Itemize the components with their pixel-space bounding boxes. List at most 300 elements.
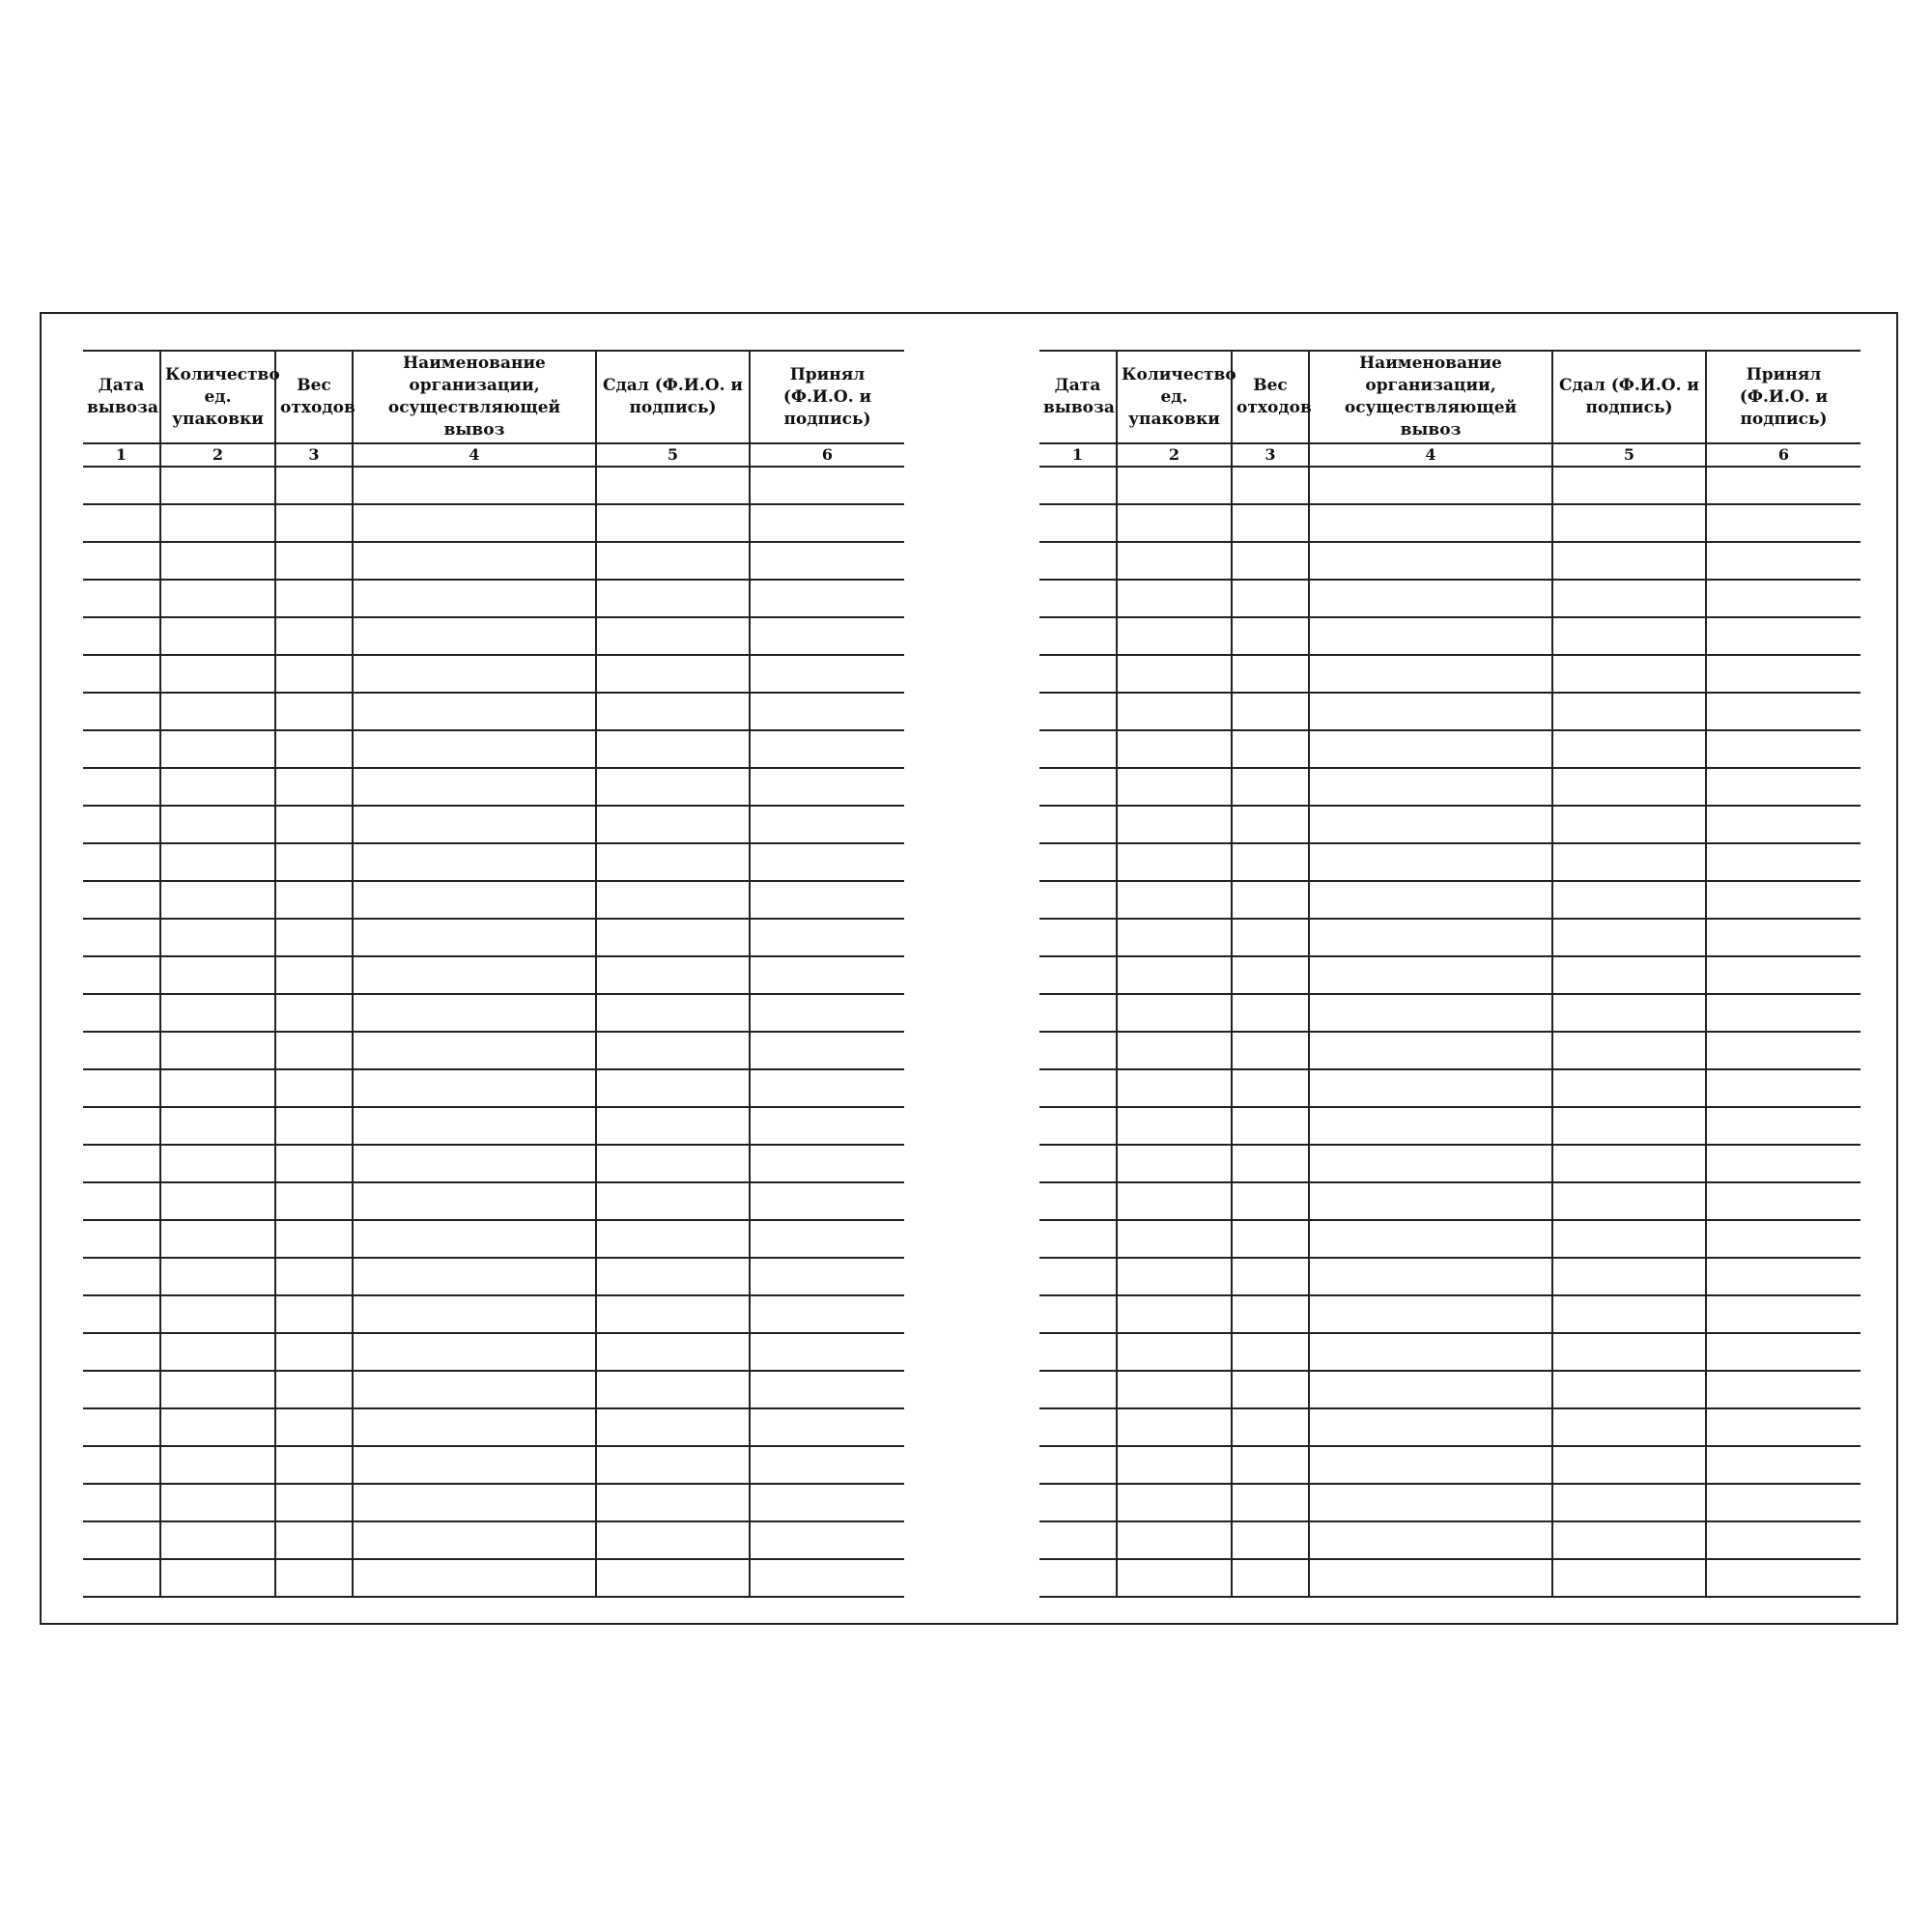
blank-entry-cell[interactable] (1117, 1446, 1232, 1484)
blank-entry-cell[interactable] (1232, 1069, 1309, 1107)
blank-entry-cell[interactable] (275, 1182, 353, 1220)
blank-entry-cell[interactable] (1706, 768, 1861, 806)
blank-entry-cell[interactable] (1706, 655, 1861, 693)
blank-entry-cell[interactable] (275, 1408, 353, 1446)
blank-entry-cell[interactable] (1706, 1182, 1861, 1220)
blank-entry-cell[interactable] (83, 504, 160, 542)
blank-entry-cell[interactable] (160, 655, 275, 693)
blank-entry-cell[interactable] (596, 956, 750, 994)
blank-entry-cell[interactable] (1309, 1107, 1552, 1145)
blank-entry-cell[interactable] (1552, 1182, 1706, 1220)
blank-entry-cell[interactable] (596, 881, 750, 919)
blank-entry-cell[interactable] (160, 1107, 275, 1145)
blank-entry-cell[interactable] (596, 1107, 750, 1145)
blank-entry-cell[interactable] (353, 1333, 596, 1371)
blank-entry-cell[interactable] (353, 994, 596, 1032)
blank-entry-cell[interactable] (596, 542, 750, 580)
blank-entry-cell[interactable] (160, 1258, 275, 1295)
blank-entry-cell[interactable] (596, 1371, 750, 1408)
blank-entry-cell[interactable] (1232, 1258, 1309, 1295)
blank-entry-cell[interactable] (1039, 919, 1117, 956)
blank-entry-cell[interactable] (1552, 1371, 1706, 1408)
blank-entry-cell[interactable] (83, 956, 160, 994)
blank-entry-cell[interactable] (1039, 1258, 1117, 1295)
blank-entry-cell[interactable] (750, 730, 904, 768)
blank-entry-cell[interactable] (353, 467, 596, 504)
blank-entry-cell[interactable] (83, 1069, 160, 1107)
blank-entry-cell[interactable] (275, 1145, 353, 1182)
blank-entry-cell[interactable] (1232, 730, 1309, 768)
blank-entry-cell[interactable] (83, 542, 160, 580)
blank-entry-cell[interactable] (160, 1408, 275, 1446)
blank-entry-cell[interactable] (1309, 1145, 1552, 1182)
blank-entry-cell[interactable] (1117, 1220, 1232, 1258)
blank-entry-cell[interactable] (353, 806, 596, 843)
blank-entry-cell[interactable] (1117, 617, 1232, 655)
blank-entry-cell[interactable] (596, 1446, 750, 1484)
blank-entry-cell[interactable] (353, 1295, 596, 1333)
blank-entry-cell[interactable] (1232, 467, 1309, 504)
blank-entry-cell[interactable] (1552, 1408, 1706, 1446)
blank-entry-cell[interactable] (1117, 1145, 1232, 1182)
blank-entry-cell[interactable] (1117, 730, 1232, 768)
blank-entry-cell[interactable] (1117, 467, 1232, 504)
blank-entry-cell[interactable] (353, 768, 596, 806)
blank-entry-cell[interactable] (160, 1559, 275, 1597)
blank-entry-cell[interactable] (160, 768, 275, 806)
blank-entry-cell[interactable] (750, 504, 904, 542)
blank-entry-cell[interactable] (1309, 1182, 1552, 1220)
blank-entry-cell[interactable] (596, 768, 750, 806)
blank-entry-cell[interactable] (1039, 1220, 1117, 1258)
blank-entry-cell[interactable] (1706, 1258, 1861, 1295)
blank-entry-cell[interactable] (596, 1521, 750, 1559)
blank-entry-cell[interactable] (596, 1559, 750, 1597)
blank-entry-cell[interactable] (275, 1295, 353, 1333)
blank-entry-cell[interactable] (83, 1220, 160, 1258)
blank-entry-cell[interactable] (1552, 1107, 1706, 1145)
blank-entry-cell[interactable] (83, 919, 160, 956)
blank-entry-cell[interactable] (1232, 919, 1309, 956)
blank-entry-cell[interactable] (1039, 1182, 1117, 1220)
blank-entry-cell[interactable] (160, 1145, 275, 1182)
blank-entry-cell[interactable] (83, 1258, 160, 1295)
blank-entry-cell[interactable] (353, 1559, 596, 1597)
blank-entry-cell[interactable] (1232, 1484, 1309, 1521)
blank-entry-cell[interactable] (1232, 956, 1309, 994)
blank-entry-cell[interactable] (275, 467, 353, 504)
blank-entry-cell[interactable] (1309, 730, 1552, 768)
blank-entry-cell[interactable] (1706, 994, 1861, 1032)
blank-entry-cell[interactable] (1552, 542, 1706, 580)
blank-entry-cell[interactable] (275, 1559, 353, 1597)
blank-entry-cell[interactable] (1232, 1371, 1309, 1408)
blank-entry-cell[interactable] (1232, 580, 1309, 617)
blank-entry-cell[interactable] (1309, 504, 1552, 542)
blank-entry-cell[interactable] (275, 768, 353, 806)
blank-entry-cell[interactable] (275, 1521, 353, 1559)
blank-entry-cell[interactable] (1039, 730, 1117, 768)
blank-entry-cell[interactable] (1309, 1446, 1552, 1484)
blank-entry-cell[interactable] (596, 655, 750, 693)
blank-entry-cell[interactable] (750, 1145, 904, 1182)
blank-entry-cell[interactable] (275, 580, 353, 617)
blank-entry-cell[interactable] (596, 843, 750, 881)
blank-entry-cell[interactable] (1117, 542, 1232, 580)
blank-entry-cell[interactable] (160, 843, 275, 881)
blank-entry-cell[interactable] (83, 730, 160, 768)
blank-entry-cell[interactable] (160, 1220, 275, 1258)
blank-entry-cell[interactable] (750, 843, 904, 881)
blank-entry-cell[interactable] (1117, 1032, 1232, 1069)
blank-entry-cell[interactable] (83, 1446, 160, 1484)
blank-entry-cell[interactable] (1039, 1521, 1117, 1559)
blank-entry-cell[interactable] (750, 1559, 904, 1597)
blank-entry-cell[interactable] (275, 994, 353, 1032)
blank-entry-cell[interactable] (353, 617, 596, 655)
blank-entry-cell[interactable] (1117, 1107, 1232, 1145)
blank-entry-cell[interactable] (1039, 655, 1117, 693)
blank-entry-cell[interactable] (1552, 1032, 1706, 1069)
blank-entry-cell[interactable] (1706, 1069, 1861, 1107)
blank-entry-cell[interactable] (750, 1446, 904, 1484)
blank-entry-cell[interactable] (1039, 1408, 1117, 1446)
blank-entry-cell[interactable] (353, 1258, 596, 1295)
blank-entry-cell[interactable] (1706, 1371, 1861, 1408)
blank-entry-cell[interactable] (1232, 1521, 1309, 1559)
blank-entry-cell[interactable] (1117, 1333, 1232, 1371)
blank-entry-cell[interactable] (1039, 881, 1117, 919)
blank-entry-cell[interactable] (1039, 1107, 1117, 1145)
blank-entry-cell[interactable] (1552, 655, 1706, 693)
blank-entry-cell[interactable] (353, 1484, 596, 1521)
blank-entry-cell[interactable] (160, 504, 275, 542)
blank-entry-cell[interactable] (1232, 843, 1309, 881)
blank-entry-cell[interactable] (353, 956, 596, 994)
blank-entry-cell[interactable] (1117, 1559, 1232, 1597)
blank-entry-cell[interactable] (1039, 806, 1117, 843)
blank-entry-cell[interactable] (1232, 1032, 1309, 1069)
blank-entry-cell[interactable] (275, 1032, 353, 1069)
blank-entry-cell[interactable] (1117, 881, 1232, 919)
blank-entry-cell[interactable] (1309, 956, 1552, 994)
blank-entry-cell[interactable] (160, 1333, 275, 1371)
blank-entry-cell[interactable] (750, 467, 904, 504)
blank-entry-cell[interactable] (1552, 956, 1706, 994)
blank-entry-cell[interactable] (1552, 919, 1706, 956)
blank-entry-cell[interactable] (1552, 467, 1706, 504)
blank-entry-cell[interactable] (1552, 1484, 1706, 1521)
blank-entry-cell[interactable] (1309, 1069, 1552, 1107)
blank-entry-cell[interactable] (353, 1371, 596, 1408)
blank-entry-cell[interactable] (1309, 1521, 1552, 1559)
blank-entry-cell[interactable] (1117, 1069, 1232, 1107)
blank-entry-cell[interactable] (1039, 768, 1117, 806)
blank-entry-cell[interactable] (160, 994, 275, 1032)
blank-entry-cell[interactable] (83, 580, 160, 617)
blank-entry-cell[interactable] (1552, 1220, 1706, 1258)
blank-entry-cell[interactable] (1706, 843, 1861, 881)
blank-entry-cell[interactable] (596, 617, 750, 655)
blank-entry-cell[interactable] (83, 1408, 160, 1446)
blank-entry-cell[interactable] (160, 1371, 275, 1408)
blank-entry-cell[interactable] (750, 1295, 904, 1333)
blank-entry-cell[interactable] (1706, 1220, 1861, 1258)
blank-entry-cell[interactable] (1552, 1295, 1706, 1333)
blank-entry-cell[interactable] (1552, 768, 1706, 806)
blank-entry-cell[interactable] (1309, 994, 1552, 1032)
blank-entry-cell[interactable] (1309, 1484, 1552, 1521)
blank-entry-cell[interactable] (160, 1032, 275, 1069)
blank-entry-cell[interactable] (1117, 1484, 1232, 1521)
blank-entry-cell[interactable] (1706, 1446, 1861, 1484)
blank-entry-cell[interactable] (1232, 1145, 1309, 1182)
blank-entry-cell[interactable] (160, 956, 275, 994)
blank-entry-cell[interactable] (1232, 881, 1309, 919)
blank-entry-cell[interactable] (1039, 1484, 1117, 1521)
blank-entry-cell[interactable] (750, 994, 904, 1032)
blank-entry-cell[interactable] (275, 655, 353, 693)
blank-entry-cell[interactable] (160, 1484, 275, 1521)
blank-entry-cell[interactable] (160, 542, 275, 580)
blank-entry-cell[interactable] (1039, 580, 1117, 617)
blank-entry-cell[interactable] (1706, 1333, 1861, 1371)
blank-entry-cell[interactable] (1706, 1032, 1861, 1069)
blank-entry-cell[interactable] (353, 1145, 596, 1182)
blank-entry-cell[interactable] (1309, 1032, 1552, 1069)
blank-entry-cell[interactable] (1706, 693, 1861, 730)
blank-entry-cell[interactable] (596, 919, 750, 956)
blank-entry-cell[interactable] (1552, 580, 1706, 617)
blank-entry-cell[interactable] (1552, 1521, 1706, 1559)
blank-entry-cell[interactable] (596, 730, 750, 768)
blank-entry-cell[interactable] (750, 1521, 904, 1559)
blank-entry-cell[interactable] (1552, 806, 1706, 843)
blank-entry-cell[interactable] (353, 1069, 596, 1107)
blank-entry-cell[interactable] (1552, 1145, 1706, 1182)
blank-entry-cell[interactable] (750, 1371, 904, 1408)
blank-entry-cell[interactable] (1232, 1446, 1309, 1484)
blank-entry-cell[interactable] (83, 1371, 160, 1408)
blank-entry-cell[interactable] (275, 504, 353, 542)
blank-entry-cell[interactable] (1117, 1521, 1232, 1559)
blank-entry-cell[interactable] (1706, 919, 1861, 956)
blank-entry-cell[interactable] (1706, 504, 1861, 542)
blank-entry-cell[interactable] (275, 1258, 353, 1295)
blank-entry-cell[interactable] (160, 881, 275, 919)
blank-entry-cell[interactable] (596, 467, 750, 504)
blank-entry-cell[interactable] (83, 655, 160, 693)
blank-entry-cell[interactable] (750, 542, 904, 580)
blank-entry-cell[interactable] (1309, 693, 1552, 730)
blank-entry-cell[interactable] (1039, 467, 1117, 504)
blank-entry-cell[interactable] (160, 617, 275, 655)
blank-entry-cell[interactable] (83, 1107, 160, 1145)
blank-entry-cell[interactable] (83, 1521, 160, 1559)
blank-entry-cell[interactable] (353, 580, 596, 617)
blank-entry-cell[interactable] (1309, 806, 1552, 843)
blank-entry-cell[interactable] (750, 956, 904, 994)
blank-entry-cell[interactable] (596, 1484, 750, 1521)
blank-entry-cell[interactable] (1117, 994, 1232, 1032)
blank-entry-cell[interactable] (1309, 617, 1552, 655)
blank-entry-cell[interactable] (83, 1182, 160, 1220)
blank-entry-cell[interactable] (1039, 1295, 1117, 1333)
blank-entry-cell[interactable] (1117, 768, 1232, 806)
blank-entry-cell[interactable] (596, 1182, 750, 1220)
blank-entry-cell[interactable] (353, 693, 596, 730)
blank-entry-cell[interactable] (1039, 1559, 1117, 1597)
blank-entry-cell[interactable] (83, 1559, 160, 1597)
blank-entry-cell[interactable] (353, 1521, 596, 1559)
blank-entry-cell[interactable] (1706, 806, 1861, 843)
blank-entry-cell[interactable] (750, 693, 904, 730)
blank-entry-cell[interactable] (750, 1182, 904, 1220)
blank-entry-cell[interactable] (1309, 1220, 1552, 1258)
blank-entry-cell[interactable] (1309, 843, 1552, 881)
blank-entry-cell[interactable] (596, 1032, 750, 1069)
blank-entry-cell[interactable] (1309, 1371, 1552, 1408)
blank-entry-cell[interactable] (1552, 1446, 1706, 1484)
blank-entry-cell[interactable] (353, 1182, 596, 1220)
blank-entry-cell[interactable] (1232, 1295, 1309, 1333)
blank-entry-cell[interactable] (1309, 655, 1552, 693)
blank-entry-cell[interactable] (596, 693, 750, 730)
blank-entry-cell[interactable] (160, 580, 275, 617)
blank-entry-cell[interactable] (1706, 1295, 1861, 1333)
blank-entry-cell[interactable] (1552, 1333, 1706, 1371)
blank-entry-cell[interactable] (160, 1069, 275, 1107)
blank-entry-cell[interactable] (750, 617, 904, 655)
blank-entry-cell[interactable] (1706, 956, 1861, 994)
blank-entry-cell[interactable] (1552, 843, 1706, 881)
blank-entry-cell[interactable] (1117, 580, 1232, 617)
blank-entry-cell[interactable] (596, 1069, 750, 1107)
blank-entry-cell[interactable] (83, 994, 160, 1032)
blank-entry-cell[interactable] (1039, 693, 1117, 730)
blank-entry-cell[interactable] (1309, 1559, 1552, 1597)
blank-entry-cell[interactable] (1309, 881, 1552, 919)
blank-entry-cell[interactable] (596, 1145, 750, 1182)
blank-entry-cell[interactable] (1552, 994, 1706, 1032)
blank-entry-cell[interactable] (353, 919, 596, 956)
blank-entry-cell[interactable] (353, 504, 596, 542)
blank-entry-cell[interactable] (1117, 919, 1232, 956)
blank-entry-cell[interactable] (1309, 1258, 1552, 1295)
blank-entry-cell[interactable] (1232, 617, 1309, 655)
blank-entry-cell[interactable] (83, 693, 160, 730)
blank-entry-cell[interactable] (1117, 693, 1232, 730)
blank-entry-cell[interactable] (1552, 1258, 1706, 1295)
blank-entry-cell[interactable] (353, 843, 596, 881)
blank-entry-cell[interactable] (83, 1032, 160, 1069)
blank-entry-cell[interactable] (1039, 843, 1117, 881)
blank-entry-cell[interactable] (750, 1069, 904, 1107)
blank-entry-cell[interactable] (1117, 1408, 1232, 1446)
blank-entry-cell[interactable] (1232, 994, 1309, 1032)
blank-entry-cell[interactable] (1232, 1333, 1309, 1371)
blank-entry-cell[interactable] (1706, 1107, 1861, 1145)
blank-entry-cell[interactable] (1117, 1182, 1232, 1220)
blank-entry-cell[interactable] (750, 768, 904, 806)
blank-entry-cell[interactable] (1309, 580, 1552, 617)
blank-entry-cell[interactable] (1309, 768, 1552, 806)
blank-entry-cell[interactable] (1706, 542, 1861, 580)
blank-entry-cell[interactable] (1706, 1145, 1861, 1182)
blank-entry-cell[interactable] (1039, 994, 1117, 1032)
blank-entry-cell[interactable] (160, 1446, 275, 1484)
blank-entry-cell[interactable] (275, 1484, 353, 1521)
blank-entry-cell[interactable] (750, 1333, 904, 1371)
blank-entry-cell[interactable] (1232, 542, 1309, 580)
blank-entry-cell[interactable] (275, 730, 353, 768)
blank-entry-cell[interactable] (1552, 617, 1706, 655)
blank-entry-cell[interactable] (1117, 504, 1232, 542)
blank-entry-cell[interactable] (750, 881, 904, 919)
blank-entry-cell[interactable] (750, 1107, 904, 1145)
blank-entry-cell[interactable] (1232, 1107, 1309, 1145)
blank-entry-cell[interactable] (1232, 504, 1309, 542)
blank-entry-cell[interactable] (275, 1446, 353, 1484)
blank-entry-cell[interactable] (1232, 1559, 1309, 1597)
blank-entry-cell[interactable] (83, 467, 160, 504)
blank-entry-cell[interactable] (1552, 693, 1706, 730)
blank-entry-cell[interactable] (596, 1220, 750, 1258)
blank-entry-cell[interactable] (1117, 1295, 1232, 1333)
blank-entry-cell[interactable] (275, 1220, 353, 1258)
blank-entry-cell[interactable] (1232, 655, 1309, 693)
blank-entry-cell[interactable] (1117, 1258, 1232, 1295)
blank-entry-cell[interactable] (750, 1220, 904, 1258)
blank-entry-cell[interactable] (1039, 1069, 1117, 1107)
blank-entry-cell[interactable] (1552, 1559, 1706, 1597)
blank-entry-cell[interactable] (160, 1295, 275, 1333)
blank-entry-cell[interactable] (275, 843, 353, 881)
blank-entry-cell[interactable] (596, 1408, 750, 1446)
blank-entry-cell[interactable] (750, 1484, 904, 1521)
blank-entry-cell[interactable] (750, 806, 904, 843)
blank-entry-cell[interactable] (1232, 693, 1309, 730)
blank-entry-cell[interactable] (83, 806, 160, 843)
blank-entry-cell[interactable] (83, 768, 160, 806)
blank-entry-cell[interactable] (353, 1032, 596, 1069)
blank-entry-cell[interactable] (353, 730, 596, 768)
blank-entry-cell[interactable] (1039, 1145, 1117, 1182)
blank-entry-cell[interactable] (160, 467, 275, 504)
blank-entry-cell[interactable] (750, 1408, 904, 1446)
blank-entry-cell[interactable] (83, 881, 160, 919)
blank-entry-cell[interactable] (1552, 730, 1706, 768)
blank-entry-cell[interactable] (353, 542, 596, 580)
blank-entry-cell[interactable] (750, 1258, 904, 1295)
blank-entry-cell[interactable] (1552, 504, 1706, 542)
blank-entry-cell[interactable] (1706, 580, 1861, 617)
blank-entry-cell[interactable] (1232, 1220, 1309, 1258)
blank-entry-cell[interactable] (353, 655, 596, 693)
blank-entry-cell[interactable] (1309, 542, 1552, 580)
blank-entry-cell[interactable] (596, 1333, 750, 1371)
blank-entry-cell[interactable] (275, 617, 353, 655)
blank-entry-cell[interactable] (596, 580, 750, 617)
blank-entry-cell[interactable] (160, 806, 275, 843)
blank-entry-cell[interactable] (83, 1484, 160, 1521)
blank-entry-cell[interactable] (83, 1145, 160, 1182)
blank-entry-cell[interactable] (275, 956, 353, 994)
blank-entry-cell[interactable] (1039, 542, 1117, 580)
blank-entry-cell[interactable] (1039, 617, 1117, 655)
blank-entry-cell[interactable] (160, 730, 275, 768)
blank-entry-cell[interactable] (596, 1258, 750, 1295)
